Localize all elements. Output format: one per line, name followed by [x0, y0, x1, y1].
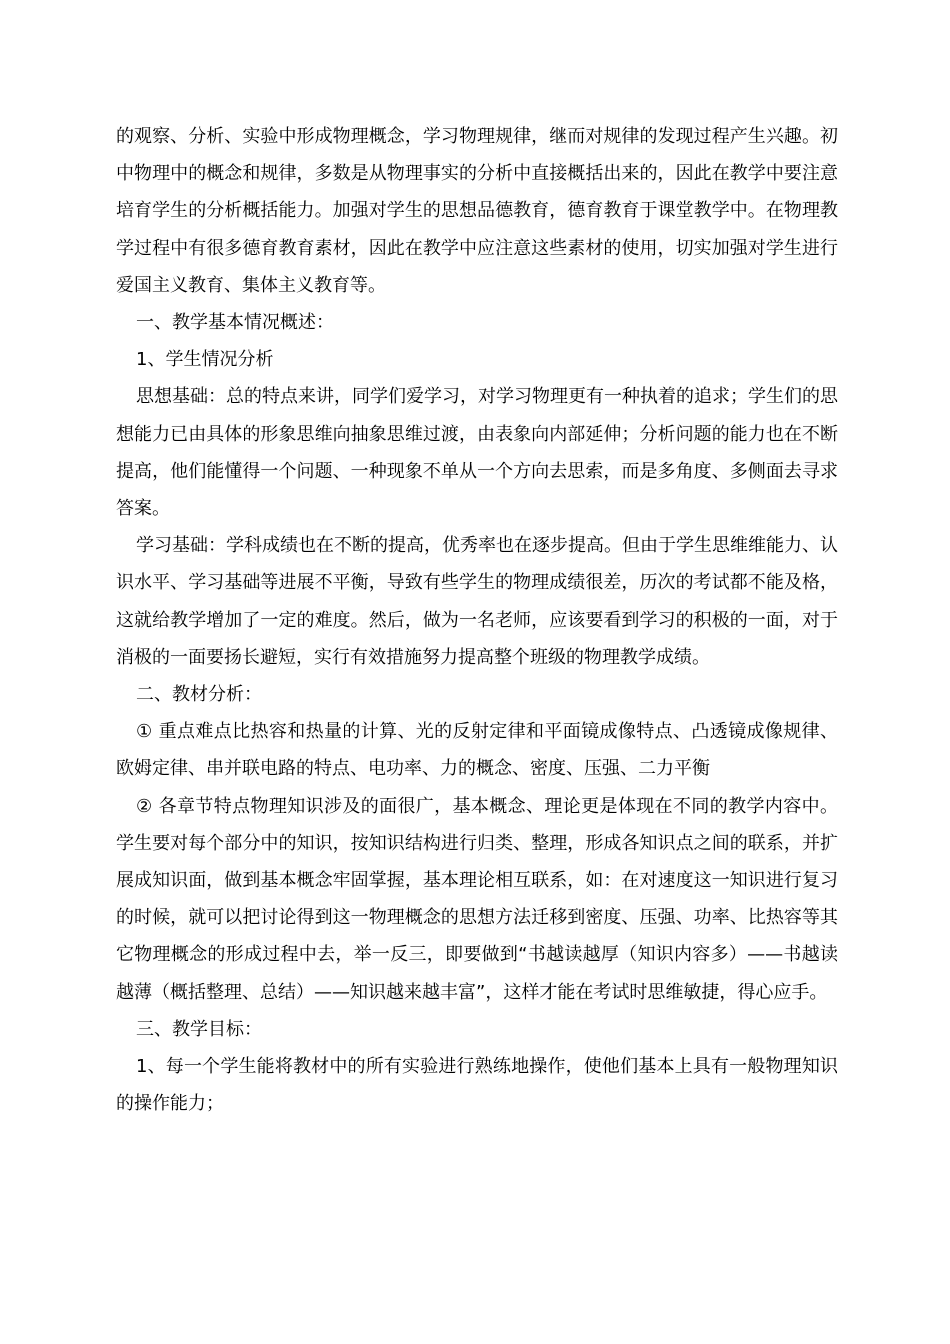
paragraph-thought-basis: 思想基础：总的特点来讲，同学们爱学习，对学习物理更有一种执着的追求；学生们的思想能力已由具体的形象思维向抽象思维过渡，由表象向内部延伸；分析问题的能力也在不断提高，他们能懂得一个问题、一种现象不单从一个方向去思索，而是多角度、多侧面去寻求答案。: [116, 386, 838, 520]
paragraph-learning-basis: 学习基础：学科成绩也在不断的提高，优秀率也在逐步提高。但由于学生思维维能力、认识水平、学习基础等进展不平衡，导致有些学生的物理成绩很差，历次的考试都不能及格，这就给教学增加了一定的难度。然后，做为一名老师，应该要看到学习的积极的一面，对于消极的一面要扬长避短，实行有效措施努力提高整个班级的物理教学成绩。: [116, 535, 838, 668]
section-heading-3: 三、教学目标：: [136, 1018, 262, 1040]
paragraph-chapter-features: ② 各章节特点物理知识涉及的面很广，基本概念、理论更是体现在不同的教学内容中。学生要对每个部分中的知识，按知识结构进行归类、整理，形成各知识点之间的联系，并扩展成知识面，做到基本概念牢固掌握，基本理论相互联系，如：在对速度这一知识进行复习的时候，就可以把讨论得到这一物理概念的思想方法迁移到密度、压强、功率、比热容等其它物理概念的形成过程中去，举一反三，即要做到“书越读越厚（知识内容多）——书越读越薄（概括整理、总结）——知识越来越丰富”，这样才能在考试时思维敏捷，得心应手。: [116, 795, 838, 1003]
paragraph-goal-1: 1、每一个学生能将教材中的所有实验进行熟练地操作，使他们基本上具有一般物理知识的操作能力；: [116, 1056, 838, 1115]
paragraph-intro-continuation: 的观察、分析、实验中形成物理概念，学习物理规律，继而对规律的发现过程产生兴趣。初中物理中的概念和规律，多数是从物理事实的分析中直接概括出来的，因此在教学中要注意培育学生的分析概括能力。加强对学生的思想品德教育，德育教育于课堂教学中。在物理教学过程中有很多德育教育素材，因此在教学中应注意这些素材的使用，切实加强对学生进行爱国主义教育、集体主义教育等。: [116, 126, 838, 296]
section-heading-2: 二、教材分析：: [136, 684, 262, 706]
document-body: [116, 118, 838, 1122]
section-heading-1: 一、教学基本情况概述：: [136, 312, 334, 334]
paragraph-key-points: ① 重点难点比热容和热量的计算、光的反射定律和平面镜成像特点、凸透镜成像规律、欧姆定律、串并联电路的特点、电功率、力的概念、密度、压强、二力平衡: [116, 721, 838, 780]
subsection-heading-1-1: 1、学生情况分析: [136, 349, 274, 371]
